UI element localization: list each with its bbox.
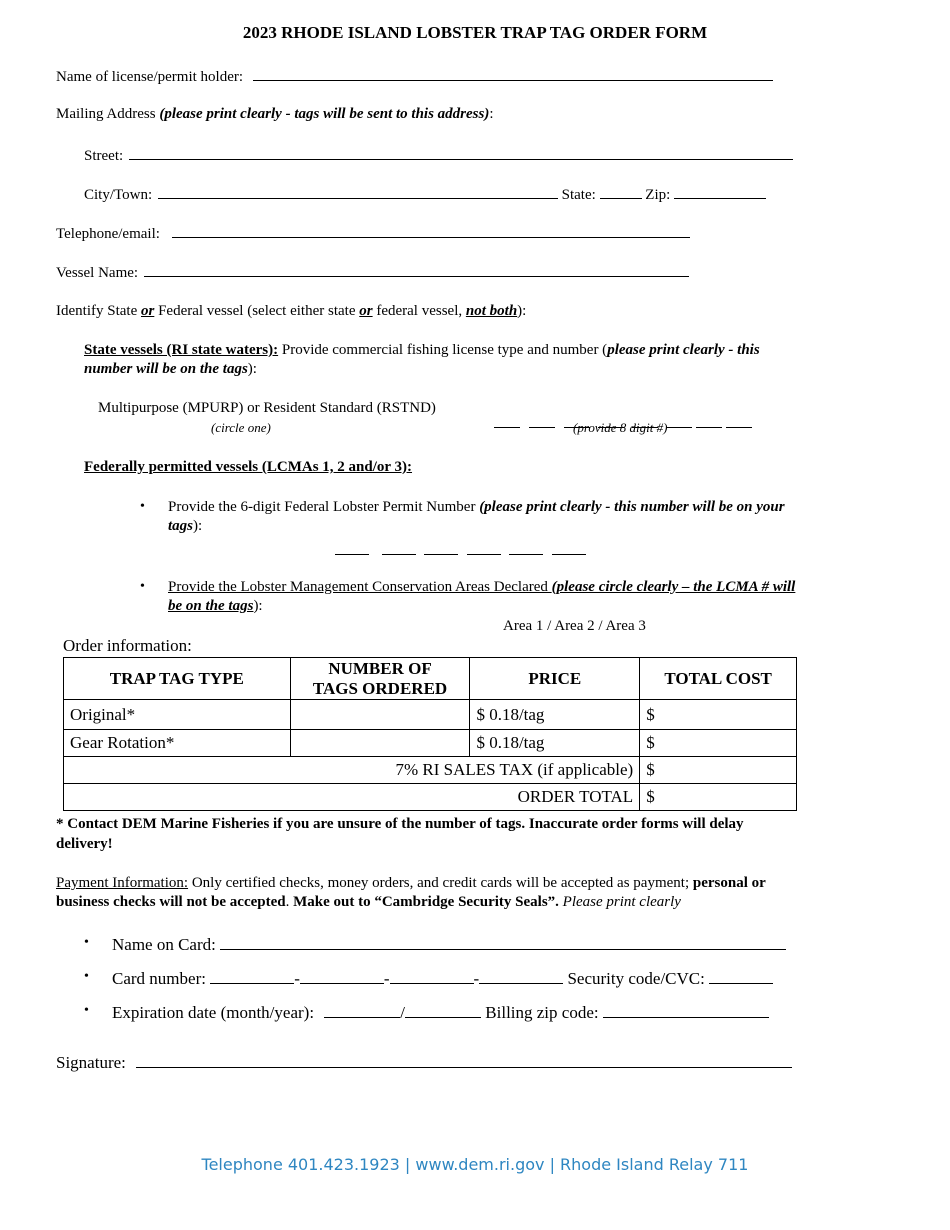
street-row: [84, 145, 793, 165]
tax-label: 7% RI SALES TAX (if applicable): [64, 757, 640, 784]
card-number-label: Card number:: [112, 969, 206, 988]
state-input-line[interactable]: [600, 184, 642, 199]
areas-line1: Provide the Lobster Management Conservation Areas Declared (please circle clearly – the LCMA # will: [168, 579, 796, 595]
federal-heading: Federally permitted vessels (LCMAs 1, 2 and/or 3):: [84, 459, 413, 475]
expiration-label: Expiration date (month/year):: [112, 1003, 315, 1022]
street-label: Street:: [84, 148, 124, 164]
order-table: [63, 657, 797, 811]
order-total-value[interactable]: $: [640, 784, 797, 811]
mailing-label: Mailing Address: [56, 106, 160, 122]
tax-row: [64, 757, 797, 784]
billing-zip-label: Billing zip code:: [485, 1003, 599, 1022]
vessel-row: [56, 262, 689, 282]
order-table-header: [64, 658, 797, 700]
order-total-label: ORDER TOTAL: [64, 784, 640, 811]
expiration-month-line[interactable]: [324, 1002, 400, 1018]
expiration-year-line[interactable]: [405, 1002, 481, 1018]
expiration-row: Expiration date (month/year): / Billing zip code:: [112, 1002, 769, 1023]
card-number-part-3[interactable]: [390, 968, 474, 984]
bullet-icon: •: [140, 579, 145, 594]
telephone-row: [56, 223, 690, 243]
provide-digits-hint: (provide 8 digit #): [573, 420, 668, 435]
city-input-line[interactable]: [158, 184, 558, 199]
tax-value[interactable]: $: [640, 757, 797, 784]
mailing-heading: Mailing Address (please print clearly - tags will be sent to this address):: [56, 106, 494, 122]
header-trap-tag-type: TRAP TAG TYPE: [64, 658, 291, 700]
bullet-icon: •: [84, 935, 89, 950]
name-on-card-row: [112, 934, 786, 955]
state-vessels-line2: number will be on the tags):: [84, 361, 257, 377]
signature-line[interactable]: [136, 1052, 792, 1068]
card-number-row: Card number: - - - Security code/CVC:: [112, 968, 773, 989]
row-quantity-cell[interactable]: [290, 700, 470, 730]
zip-input-line[interactable]: [674, 184, 766, 199]
order-total-row: [64, 784, 797, 811]
vessel-label: Vessel Name:: [56, 265, 139, 281]
circle-one-hint: (circle one): [211, 420, 271, 435]
bullet-icon: •: [84, 969, 89, 984]
row-quantity-cell[interactable]: [290, 730, 470, 757]
row-price: $ 0.18/tag: [470, 700, 640, 730]
vessel-input-line[interactable]: [144, 262, 689, 277]
header-total-cost: TOTAL COST: [640, 658, 797, 700]
card-number-part-4[interactable]: [479, 968, 563, 984]
row-price: $ 0.18/tag: [470, 730, 640, 757]
header-number-ordered: NUMBER OF TAGS ORDERED: [290, 658, 470, 700]
bullet-icon: •: [84, 1003, 89, 1018]
name-on-card-line[interactable]: [220, 934, 786, 950]
telephone-input-line[interactable]: [172, 223, 690, 238]
holder-row: [56, 66, 773, 86]
header-price: PRICE: [470, 658, 640, 700]
holder-label: Name of license/permit holder:: [56, 69, 244, 85]
payment-line1: Payment Information: Only certified checks, money orders, and credit cards will be accepted as payment; personal or: [56, 875, 766, 891]
row-type: Gear Rotation*: [64, 730, 291, 757]
areas-line2: be on the tags):: [168, 598, 263, 614]
row-total[interactable]: $: [640, 700, 797, 730]
order-info-label: Order information:: [63, 636, 192, 655]
telephone-label: Telephone/email:: [56, 226, 160, 242]
form-title: 2023 RHODE ISLAND LOBSTER TRAP TAG ORDER FORM: [242, 23, 708, 42]
bullet-icon: •: [140, 499, 145, 514]
card-number-part-1[interactable]: [210, 968, 294, 984]
identify-instruction: Identify State or Federal vessel (select either state or federal vessel, not both):: [56, 303, 527, 319]
zip-label: Zip:: [645, 187, 671, 203]
footer-contact: Telephone 401.423.1923 | www.dem.ri.gov | Rhode Island Relay 711: [201, 1155, 749, 1174]
street-input-line[interactable]: [129, 145, 793, 160]
state-vessels-line1: State vessels (RI state waters): Provide commercial fishing license type and number (please print clearly - this: [84, 342, 760, 358]
holder-input-line[interactable]: [253, 66, 773, 81]
table-row: [64, 730, 797, 757]
city-label: City/Town:: [84, 187, 153, 203]
contact-note-line2: delivery!: [56, 836, 113, 852]
security-code-line[interactable]: [709, 968, 773, 984]
signature-row: [56, 1052, 792, 1073]
area-options[interactable]: Area 1 / Area 2 / Area 3: [503, 618, 646, 634]
card-number-part-2[interactable]: [300, 968, 384, 984]
row-total[interactable]: $: [640, 730, 797, 757]
contact-note-line1: * Contact DEM Marine Fisheries if you are unsure of the number of tags. Inaccurate order forms will delay: [56, 816, 744, 832]
city-row: [84, 184, 766, 204]
license-type-row: [98, 399, 436, 417]
state-vessels-heading: State vessels (RI state waters):: [84, 342, 279, 358]
federal-permit-line1: Provide the 6-digit Federal Lobster Permit Number (please print clearly - this number will be on your: [168, 499, 785, 515]
license-type-options[interactable]: Multipurpose (MPURP) or Resident Standard (RSTND): [98, 400, 436, 416]
signature-label: Signature:: [56, 1053, 126, 1072]
mailing-note: (please print clearly - tags will be sent to this address): [159, 106, 490, 122]
security-code-label: Security code/CVC:: [567, 969, 705, 988]
name-on-card-label: Name on Card:: [112, 935, 216, 954]
state-label: State:: [561, 187, 596, 203]
payment-label: Payment Information:: [56, 875, 189, 891]
federal-permit-line2: tags):: [168, 518, 203, 534]
row-type: Original*: [64, 700, 291, 730]
table-row: [64, 700, 797, 730]
billing-zip-line[interactable]: [603, 1002, 769, 1018]
payment-line2: business checks will not be accepted. Make out to “Cambridge Security Seals”. Please print clearly: [56, 894, 681, 910]
